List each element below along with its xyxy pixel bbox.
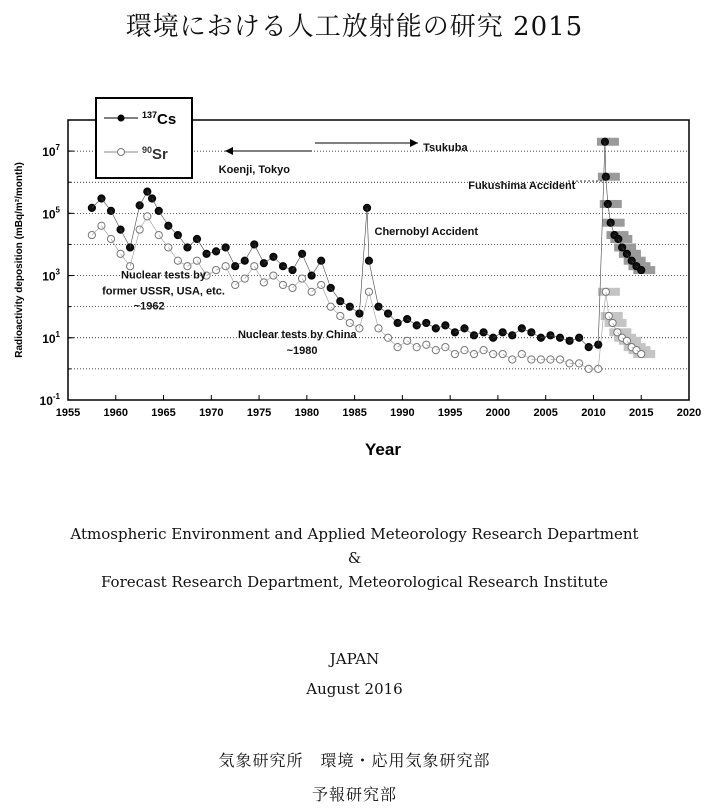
chart-annotation: Chernobyl Accident: [374, 226, 479, 239]
sr90-point: [117, 250, 124, 257]
cs137-point: [144, 188, 151, 195]
cs137-point: [222, 244, 229, 251]
x-tick-label: 1955: [55, 407, 81, 419]
sr90-point: [609, 319, 616, 326]
series-connector: [605, 142, 606, 177]
radioactivity-deposition-chart: [0, 80, 709, 470]
cs137-point: [251, 241, 258, 248]
cs137-point: [461, 325, 468, 332]
sr90-point: [365, 288, 372, 295]
japanese-department-line-2: 予報研究部: [311, 785, 397, 804]
cs137-point: [298, 250, 305, 257]
svg-text:90Sr: $^{90}$Sr: [142, 145, 168, 163]
report-title: 環境における人工放射能の研究 2015: [125, 12, 584, 42]
sr90-point: [174, 257, 181, 264]
cs137-point: [318, 257, 325, 264]
cs137-point: [337, 298, 344, 305]
cs137-point: [619, 244, 626, 251]
chart-annotation: Nuclear tests by: [121, 269, 207, 282]
cs137-point: [607, 219, 614, 226]
sr90-point: [193, 257, 200, 264]
sr90-point: [222, 263, 229, 270]
ampersand-line: &: [347, 549, 362, 567]
publication-block: [0, 644, 709, 704]
publication-date: August 2016: [306, 680, 403, 698]
series-connector: [367, 208, 369, 261]
x-tick-label: 2010: [581, 407, 606, 419]
x-tick-label: 2020: [676, 407, 702, 419]
japanese-department-line-1: 気象研究所 環境・応用気象研究部: [218, 751, 491, 770]
sr90-point: [144, 213, 151, 220]
y-axis-ticks: [40, 120, 74, 408]
cs137-point: [346, 303, 353, 310]
x-tick-label: 1995: [437, 407, 463, 419]
sr90-point: [107, 235, 114, 242]
sr90-point: [638, 350, 645, 357]
sr90-point: [165, 244, 172, 251]
cs137-point: [193, 235, 200, 242]
tsukuba-arrow: [315, 139, 418, 147]
x-tick-label: 2005: [533, 407, 558, 419]
chart-annotation: ~1980: [286, 345, 318, 358]
chart-annotation: Nuclear tests by China: [237, 328, 357, 341]
x-tick-label: 1985: [342, 407, 367, 419]
cs137-point: [638, 266, 645, 273]
cs137-point: [279, 263, 286, 270]
x-axis-ticks: [56, 395, 701, 419]
cs137-point: [232, 263, 239, 270]
chart-annotation: Koenji, Tokyo: [218, 163, 290, 176]
chart-annotation: former USSR, USA, etc.: [102, 285, 225, 298]
department-line-2: Forecast Research Department, Meteorological Research Institute: [100, 573, 609, 591]
cs137-point: [212, 248, 219, 255]
credits-block: [0, 522, 709, 594]
chart-legend: [96, 98, 192, 178]
x-tick-label: 1975: [246, 407, 272, 419]
series-connector: [369, 261, 379, 307]
y-tick-label: $10^1$: [42, 329, 60, 346]
cs137-point: [365, 257, 372, 264]
y-tick-label: $10^{-1}$: [39, 392, 60, 408]
x-tick-label: 1960: [103, 407, 129, 419]
x-tick-label: 2000: [485, 407, 511, 419]
sr90-point: [346, 319, 353, 326]
svg-text:137Cs: $^{137}$Cs: [142, 110, 177, 128]
cs137-point: [423, 319, 430, 326]
department-line-1: Atmospheric Environment and Applied Meteorology Research Department: [70, 525, 639, 543]
cs137-point: [442, 322, 449, 329]
x-tick-label: 1990: [390, 407, 415, 419]
chart-annotation: Tsukuba: [423, 142, 468, 155]
cs137-point: [375, 303, 382, 310]
koenji-arrow: [225, 147, 312, 155]
x-tick-label: 1970: [199, 407, 224, 419]
y-tick-label: $10^3$: [42, 267, 60, 284]
country: JAPAN: [329, 650, 380, 668]
chart-grid: [68, 151, 689, 369]
y-tick-label: $10^7$: [42, 143, 60, 160]
chart-annotation: Fukushima Accident: [468, 180, 576, 193]
japanese-credits: [0, 746, 709, 812]
sr90-point: [251, 263, 258, 270]
y-axis-label: Radioactivity deposition (mBq/m²/month): [14, 162, 25, 358]
x-tick-label: 2015: [628, 407, 654, 419]
sr90-point: [212, 266, 219, 273]
chart-annotation: ~1962: [133, 300, 165, 313]
cs137-point: [136, 202, 143, 209]
sr90-point: [232, 281, 239, 288]
x-tick-label: 1980: [294, 407, 320, 419]
cs137-point: [623, 250, 630, 257]
cs137-point: [615, 235, 622, 242]
x-axis-label: Year: [365, 440, 401, 459]
y-tick-label: $10^5$: [42, 205, 60, 222]
x-tick-label: 1965: [151, 407, 176, 419]
